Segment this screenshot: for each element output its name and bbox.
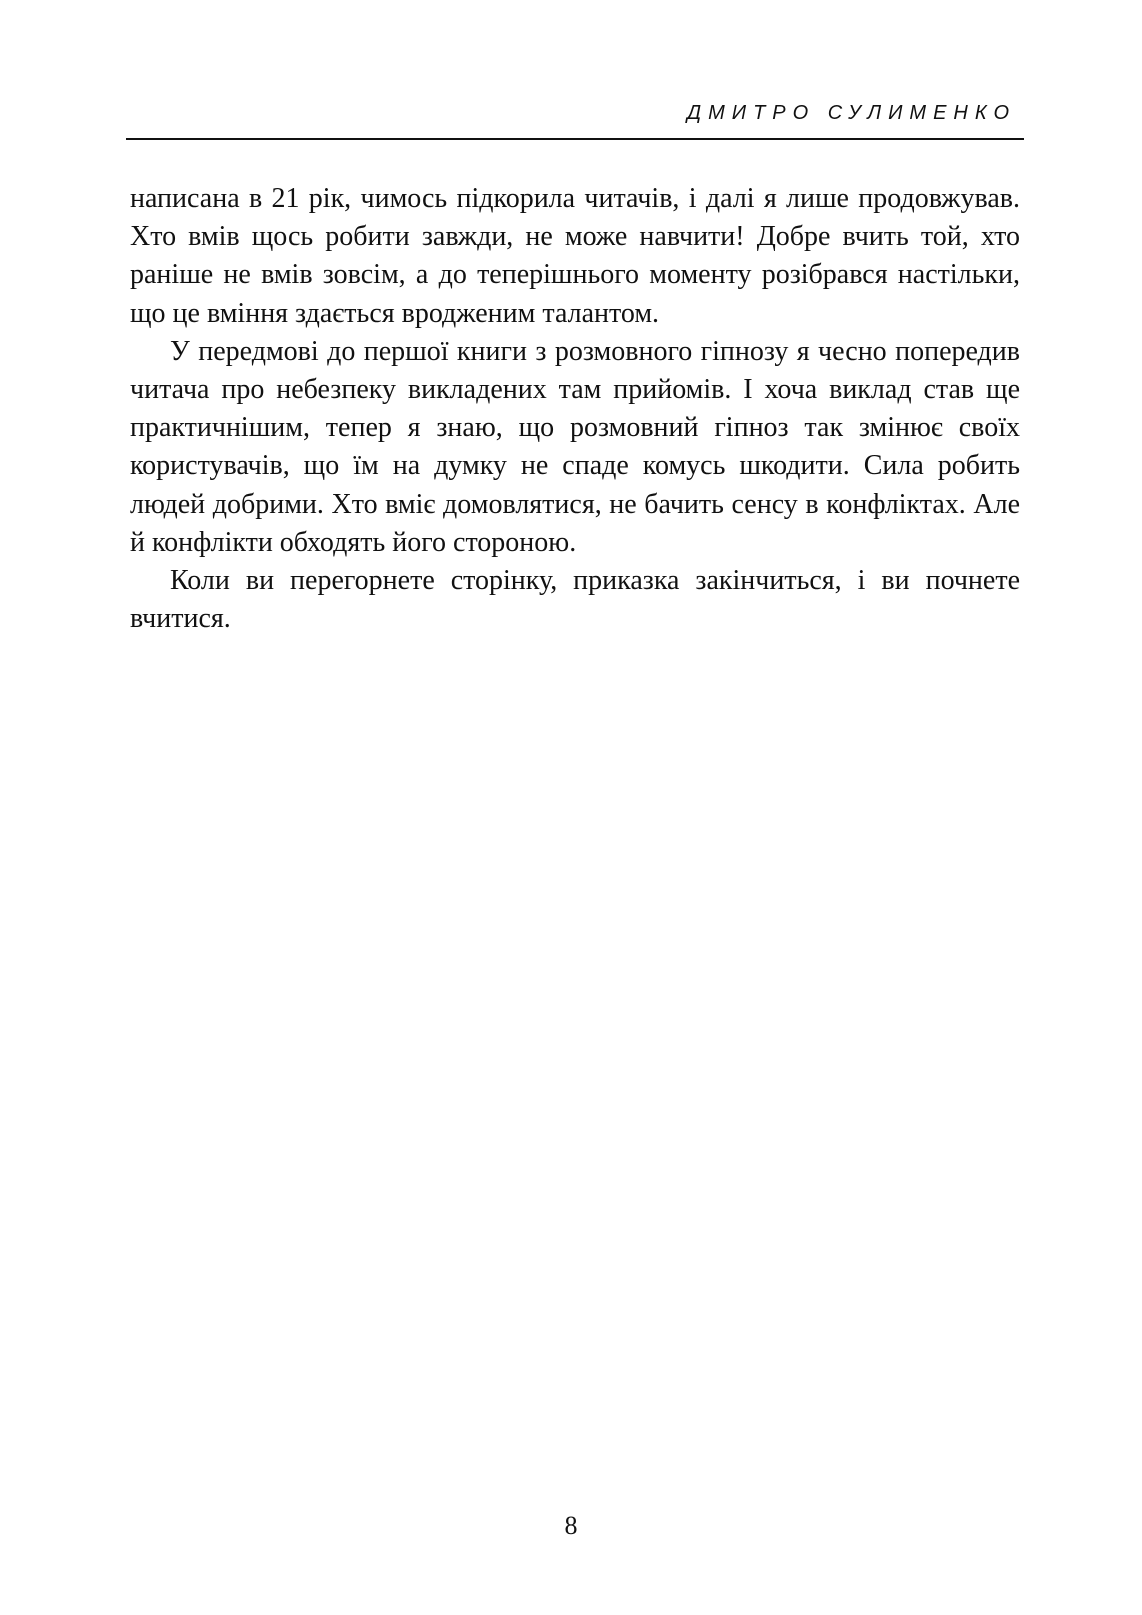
page-number: 8 — [564, 1511, 578, 1540]
header-rule — [126, 138, 1024, 140]
paragraph-continued: написана в 21 рік, чимось підкорила читачів, і далі я лише продовжував. Хто вмів щось робити завжди, не може навчити! Добре вчить той, хто раніше не вмів зовсім, а до теперішнього моменту розібрався настільки, що це вміння здається вродженим талантом. — [130, 183, 1020, 329]
paragraph: У передмові до першої книги з розмовного гіпнозу я чесно попередив читача про небезпеку викладених там прийомів. І хоча виклад став ще практичнішим, тепер я знаю, що розмовний гіпноз так змінює своїх користувачів, що їм на думку не спаде комусь шкодити. Сила робить людей добрими. Хто вміє домовлятися, не бачить сенсу в конфліктах. Але й конфлікти обходять його стороною. — [130, 335, 1020, 558]
running-header: ДМИТРО СУЛИМЕНКО — [687, 102, 1016, 124]
body-text — [130, 180, 1020, 638]
paragraph: Коли ви перегорнете сторінку, приказка закінчиться, і ви почнете вчитися. — [130, 565, 1020, 635]
